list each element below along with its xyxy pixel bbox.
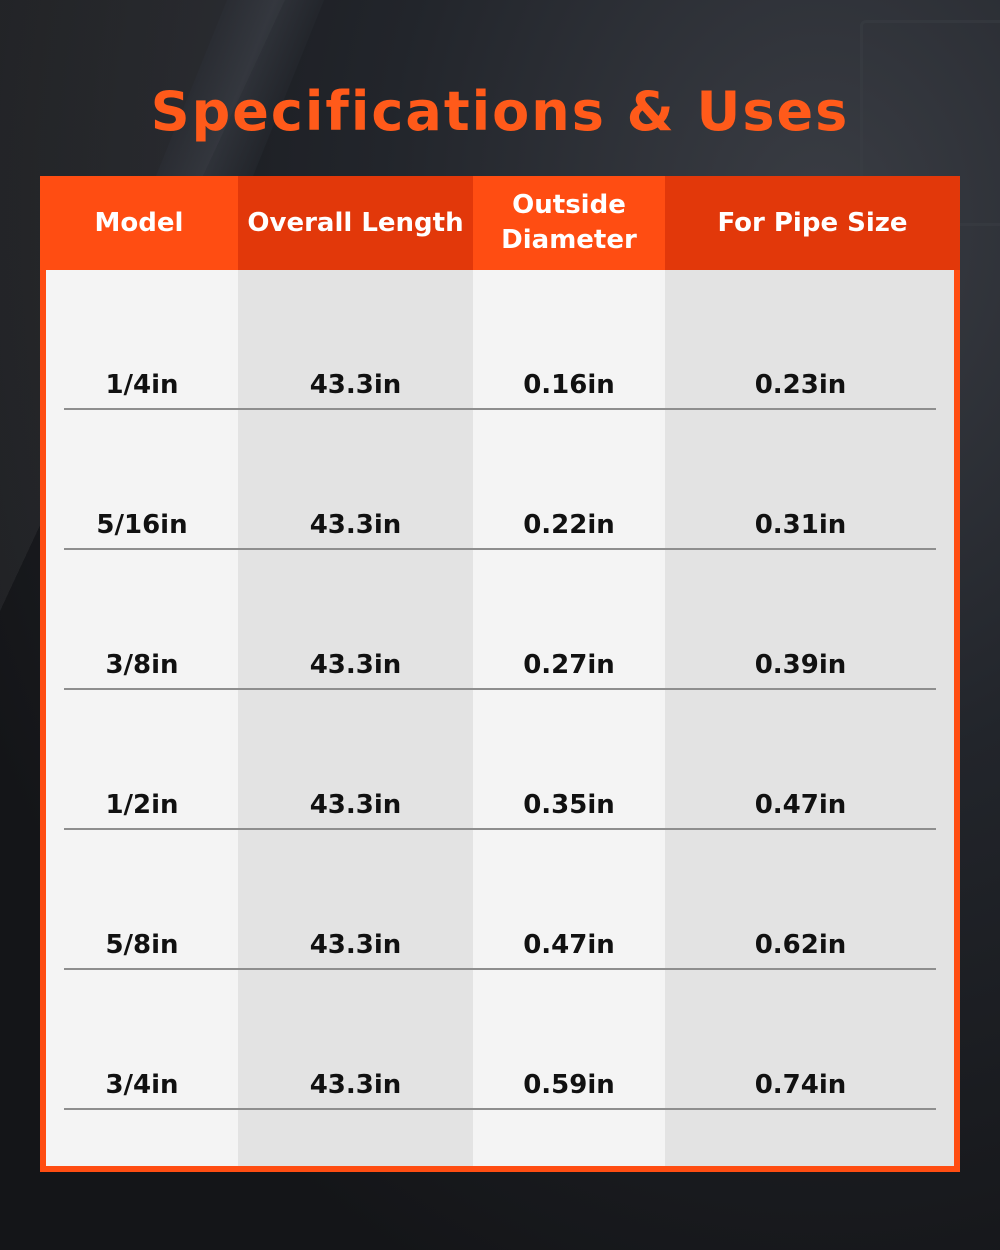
- table-row: [64, 550, 936, 690]
- cell-pipe-size: 0.39in: [754, 650, 847, 680]
- cell-pipe-size: 0.62in: [754, 930, 847, 960]
- header-model: Model: [40, 176, 238, 270]
- cell-outside-diameter: 0.59in: [523, 1070, 615, 1100]
- table-row: [64, 690, 936, 830]
- cell-pipe-size: 0.74in: [754, 1070, 847, 1100]
- header-outside-diameter: Outside Diameter: [473, 176, 665, 270]
- spec-table: [40, 176, 960, 1172]
- cell-outside-diameter: 0.22in: [523, 510, 615, 540]
- cell-model: 3/8in: [105, 650, 179, 680]
- cell-overall-length: 43.3in: [309, 790, 402, 820]
- cell-model: 1/2in: [105, 790, 179, 820]
- cell-model: 5/16in: [96, 510, 188, 540]
- cell-model: 3/4in: [105, 1070, 179, 1100]
- cell-outside-diameter: 0.27in: [523, 650, 615, 680]
- cell-outside-diameter: 0.47in: [523, 930, 615, 960]
- table-row: [64, 830, 936, 970]
- table-row: [64, 970, 936, 1110]
- cell-overall-length: 43.3in: [309, 510, 402, 540]
- cell-overall-length: 43.3in: [309, 1070, 402, 1100]
- cell-model: 5/8in: [105, 930, 179, 960]
- cell-outside-diameter: 0.16in: [523, 370, 615, 400]
- cell-overall-length: 43.3in: [309, 650, 402, 680]
- cell-outside-diameter: 0.35in: [523, 790, 615, 820]
- table-header-row: [40, 176, 960, 270]
- header-pipe-size: For Pipe Size: [665, 176, 960, 270]
- cell-overall-length: 43.3in: [309, 930, 402, 960]
- table-row: [64, 410, 936, 550]
- table-row: [64, 270, 936, 410]
- cell-model: 1/4in: [105, 370, 179, 400]
- header-overall-length: Overall Length: [238, 176, 473, 270]
- cell-pipe-size: 0.31in: [754, 510, 847, 540]
- page-title: Specifications & Uses: [150, 80, 850, 143]
- table-body: [46, 270, 954, 1166]
- cell-overall-length: 43.3in: [309, 370, 402, 400]
- cell-pipe-size: 0.23in: [754, 370, 847, 400]
- cell-pipe-size: 0.47in: [754, 790, 847, 820]
